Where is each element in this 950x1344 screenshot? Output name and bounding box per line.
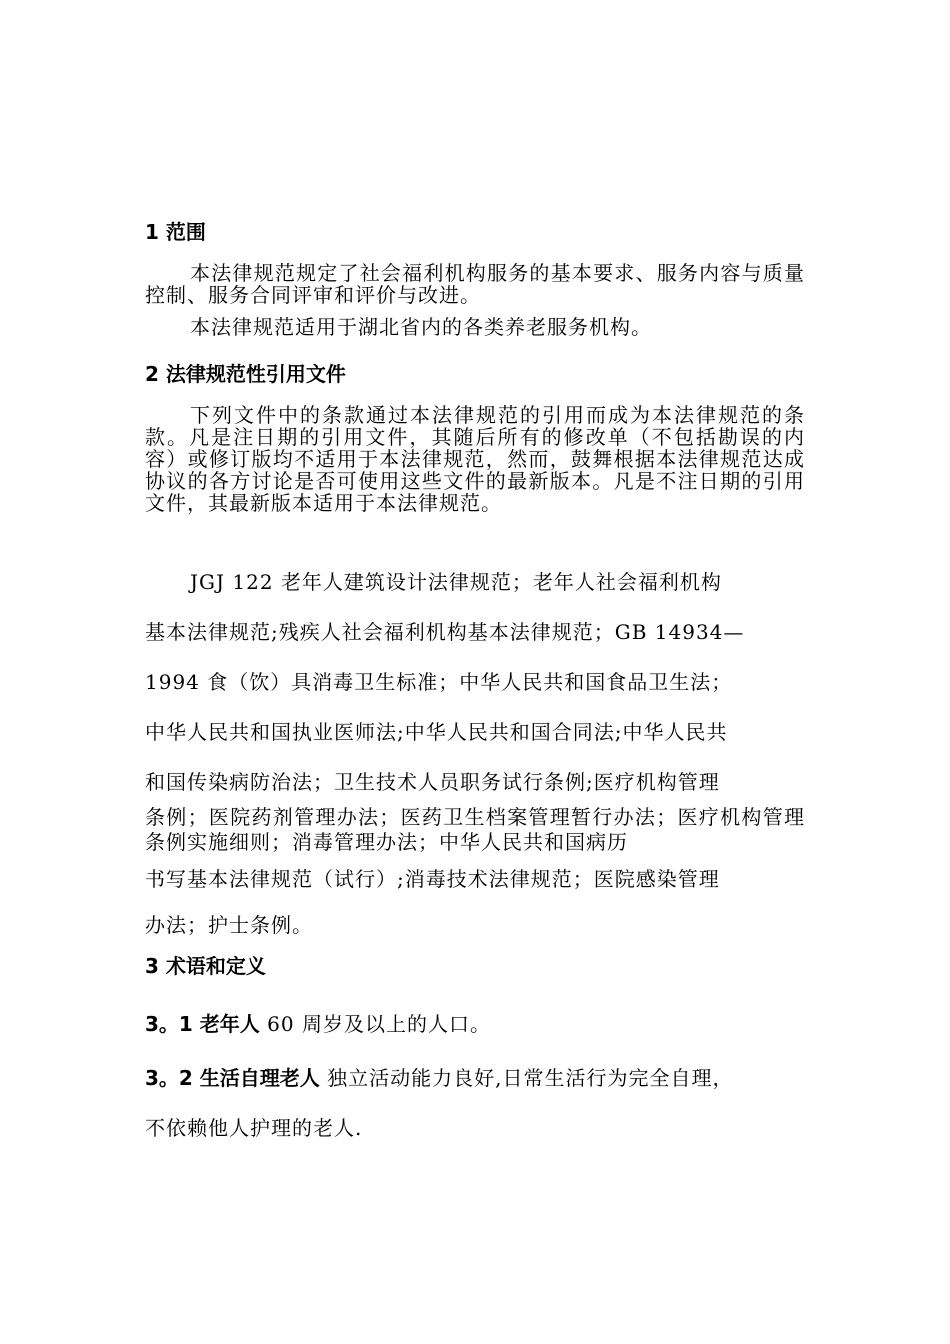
references-line-end-2: 办法；护士条例。 <box>145 913 313 937</box>
definition-self-care-elderly <box>145 1062 805 1091</box>
section-1-paragraph-2: 本法律规范适用于湖北省内的各类养老服务机构。 <box>190 315 652 339</box>
references-line-1: JGJ 122 老年人建筑设计法律规范；老年人社会福利机构 <box>190 570 722 594</box>
definition-elderly <box>145 1008 805 1037</box>
references-list-end <box>145 856 805 948</box>
section-1-heading: 1 范围 <box>145 220 206 244</box>
section-2-heading: 2 法律规范性引用文件 <box>145 362 346 386</box>
definition-self-care-continuation: 不依赖他人护理的老人. <box>145 1116 363 1140</box>
definition-self-care-text: 独立活动能力良好,日常生活行为完全自理， <box>319 1066 734 1090</box>
references-line-end-1: 书写基本法律规范（试行）;消毒技术法律规范；医院感染管理 <box>145 867 720 891</box>
references-list <box>145 557 805 807</box>
definition-self-care-term: 3。2 生活自理老人 <box>145 1066 320 1090</box>
section-1-paragraph-1: 本法律规范规定了社会福利机构服务的基本要求、服务内容与质量控制、服务合同评审和评价与改进。 <box>145 261 805 307</box>
definition-elderly-term: 3。1 老年人 <box>145 1012 260 1036</box>
section-2-paragraph-1: 下列文件中的条款通过本法律规范的引用而成为本法律规范的条款。凡是注日期的引用文件，其随后所有的修改单（不包括勘误的内容）或修订版均不适用于本法律规范，然而，鼓舞根据本法律规范达成协议的各方讨论是否可使用这些文件的最新版本。凡是不注日期的引用文件，其最新版本适用于本法律规范。 <box>145 403 805 515</box>
references-line-5: 和国传染病防治法；卫生技术人员职务试行条例;医疗机构管理 <box>145 770 720 794</box>
section-3-heading: 3 术语和定义 <box>145 954 266 978</box>
references-line-2: 基本法律规范;残疾人社会福利机构基本法律规范；GB 14934— <box>145 620 745 644</box>
references-line-3: 1994 食（饮）具消毒卫生标准；中华人民共和国食品卫生法； <box>145 670 733 694</box>
references-continuation: 条例；医院药剂管理办法；医药卫生档案管理暂行办法；医疗机构管理条例实施细则；消毒管理办法；中华人民共和国病历 <box>145 805 805 854</box>
definition-elderly-text: 60 周岁及以上的人口。 <box>259 1012 491 1036</box>
references-line-4: 中华人民共和国执业医师法;中华人民共和国合同法;中华人民共 <box>145 720 728 744</box>
